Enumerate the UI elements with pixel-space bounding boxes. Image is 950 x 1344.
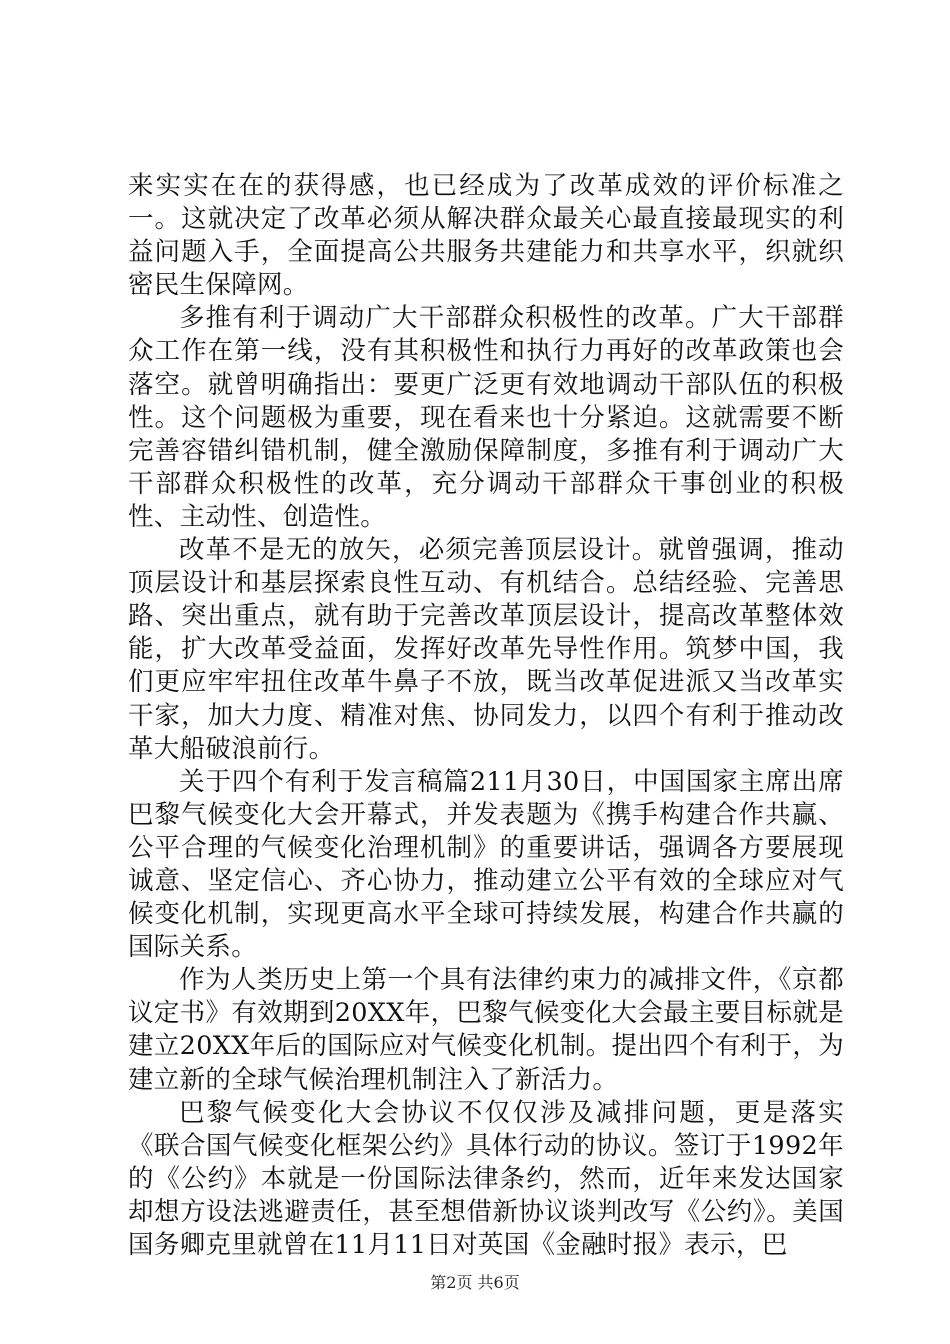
paragraph-4: 关于四个有利于发言稿篇211月30日，中国国家主席出席巴黎气候变化大会开幕式，并发表题为《携手构建合作共赢、公平合理的气候变化治理机制》的重要讲话，强调各方要展现诚意、坚定信心、齐心协力，推动建立公平有效的全球应对气候变化机制，实现更高水平全球可持续发展，构建合作共赢的国际关系。 bbox=[128, 766, 844, 963]
paragraph-2: 多推有利于调动广大干部群众积极性的改革。广大干部群众工作在第一线，没有其积极性和执行力再好的改革政策也会落空。就曾明确指出：要更广泛更有效地调动干部队伍的积极性。这个问题极为重要，现在看来也十分紧迫。这就需要不断完善容错纠错机制，健全激励保障制度，多推有利于调动广大干部群众积极性的改革，充分调动干部群众干事创业的积极性、主动性、创造性。 bbox=[128, 303, 844, 532]
paragraph-6: 巴黎气候变化大会协议不仅仅涉及减排问题，更是落实《联合国气候变化框架公约》具体行动的协议。签订于1992年的《公约》本就是一份国际法律条约，然而，近年来发达国家却想方设法逃避责任，甚至想借新协议谈判改写《公约》。美国国务卿克里就曾在11月11日对英国《金融时报》表示，巴 bbox=[128, 1097, 844, 1260]
document-body bbox=[128, 170, 844, 1262]
paragraph-5: 作为人类历史上第一个具有法律约束力的减排文件，《京都议定书》有效期到20XX年，巴黎气候变化大会最主要目标就是建立20XX年后的国际应对气候变化机制。提出四个有利于，为建立新的全球气候治理机制注入了新活力。 bbox=[128, 965, 844, 1095]
paragraph-1: 来实实在在的获得感，也已经成为了改革成效的评价标准之一。这就决定了改革必须从解决群众最关心最直接最现实的利益问题入手，全面提高公共服务共建能力和共享水平，织就织密民生保障网。 bbox=[128, 171, 844, 301]
paragraph-3: 改革不是无的放矢，必须完善顶层设计。就曾强调，推动顶层设计和基层探索良性互动、有机结合。总结经验、完善思路、突出重点，就有助于完善改革顶层设计，提高改革整体效能，扩大改革受益面，发挥好改革先导性作用。筑梦中国，我们更应牢牢扭住改革牛鼻子不放，既当改革促进派又当改革实干家，加大力度、精准对焦、协同发力，以四个有利于推动改革大船破浪前行。 bbox=[128, 535, 844, 764]
page-footer: 第2页 共6页 bbox=[430, 1273, 520, 1292]
